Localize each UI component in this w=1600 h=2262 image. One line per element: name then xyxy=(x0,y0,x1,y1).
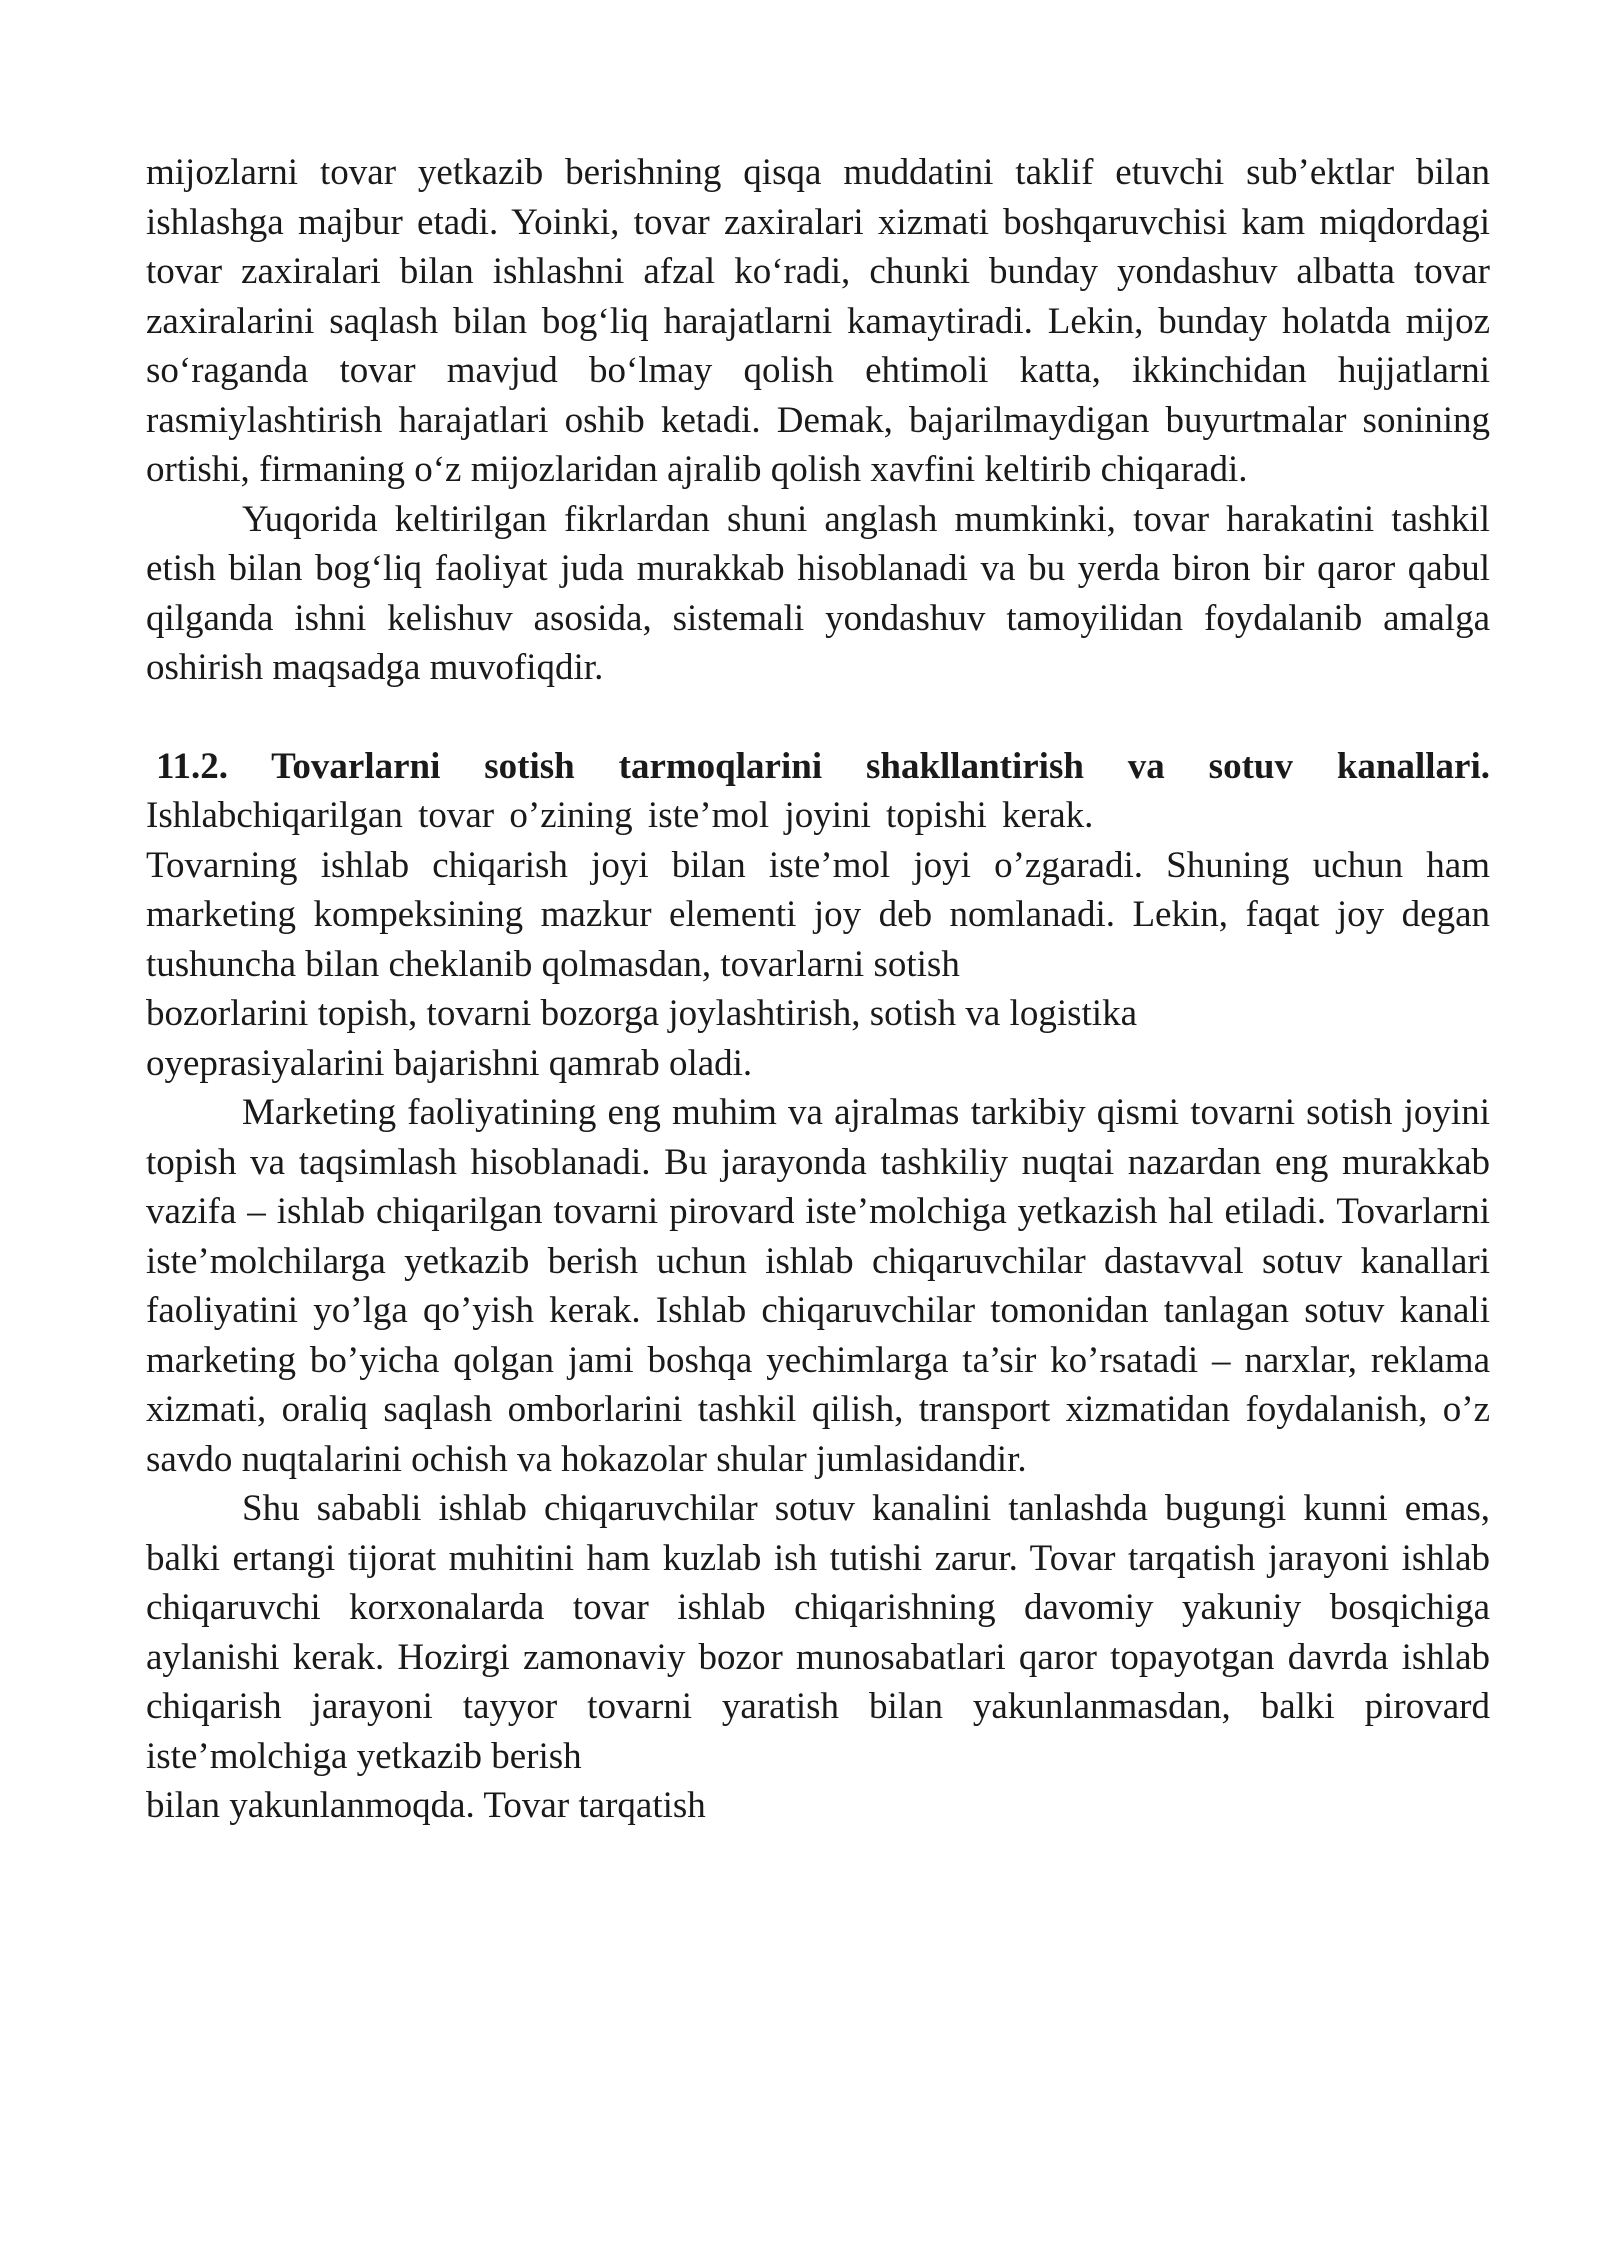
paragraph-distribution: Marketing faoliyatining eng muhim va ajralmas tarkibiy qismi tovarni sotish joyini topish va taqsimlash hisoblanadi. Bu jarayonda tashkiliy nuqtai nazardan eng murakkab vazifa – ishlab chiqarilgan tovarni pirovard iste’molchiga yetkazish hal etiladi. Tovarlarni iste’molchilarga yetkazib berish uchun ishlab chiqaruvchilar dastavval sotuv kanallari faoliyatini yo’lga qo’yish kerak. Ishlab chiqaruvchilar tomonidan tanlagan sotuv kanali marketing bo’yicha qolgan jami boshqa yechimlarga ta’sir ko’rsatadi – narxlar, reklama xizmati, oraliq saqlash omborlarini tashkil qilish, transport xizmatidan foydalanish, o’z savdo nuqtalarini ochish va hokazolar shular jumlasidandir. xyxy=(146,1092,1490,1480)
paragraph-channel-choice: Shu sababli ishlab chiqaruvchilar sotuv kanalini tanlashda bugungi kunni emas, balki ertangi tijorat muhitini ham kuzlab ish tutishi zarur. Tovar tarqatish jarayoni ishlab chiqaruvchi korxonalarda tovar ishlab chiqarishning davomiy yakuniy bosqichiga aylanishi kerak. Hozirgi zamonaviy bozor munosabatlari qaror topayotgan davrda ishlab chiqarish jarayoni tayyor tovarni yaratish bilan yakunlanmasdan, balki pirovard iste’molchiga yetkazib berish xyxy=(146,1488,1490,1777)
paragraph-place-definition: Tovarning ishlab chiqarish joyi bilan iste’mol joyi o’zgaradi. Shuning uchun ham marketing kompeksining mazkur elementi joy deb nomlanadi. Lekin, faqat joy degan tushuncha bilan cheklanib qolmasdan, tovarlarni sotish xyxy=(146,844,1490,985)
paragraph-continued: mijozlarni tovar yetkazib berishning qisqa muddatini taklif etuvchi sub’ektlar bilan ishlashga majbur etadi. Yoinki, tovar zaxiralari xizmati boshqaruvchisi kam miqdordagi tovar zaxiralari bilan ishlashni afzal ko‘radi, chunki bunday yondashuv albatta tovar zaxiralarini saqlash bilan bog‘liq harajatlarni kamaytiradi. Lekin, bunday holatda mijoz so‘raganda tovar mavjud bo‘lmay qolish ehtimoli katta, ikkinchidan hujjatlarni rasmiylashtirish harajatlari oshib ketadi. Demak, bajarilmaydigan buyurtmalar sonining ortishi, firmaning o‘z mijozlaridan ajralib qolish xavfini keltirib chiqaradi. xyxy=(146,152,1490,490)
section-heading: 11.2. Tovarlarni sotish tarmoqlarini shakllantirish va sotuv kanallari. xyxy=(156,745,1490,787)
paragraph-channel-choice-last-line: bilan yakunlanmoqda. Tovar tarqatish xyxy=(146,1785,706,1826)
document-page xyxy=(146,148,1490,1831)
paragraph-place-line-a: bozorlarini topish, tovarni bozorga joylashtirish, sotish va logistika xyxy=(146,993,1137,1034)
paragraph-conclusion: Yuqorida keltirilgan fikrlardan shuni anglash mumkinki, tovar harakatini tashkil etish bilan bog‘liq faoliyat juda murakkab hisoblanadi va bu yerda biron bir qaror qabul qilganda ishni kelishuv asosida, sistemali yondashuv tamoyilidan foydalanib amalga oshirish maqsadga muvofiqdir. xyxy=(146,498,1490,688)
paragraph-place-line-b: oyeprasiyalarini bajarishni qamrab oladi. xyxy=(146,1042,753,1084)
section-lead-line: Ishlabchiqarilgan tovar o’zining iste’mol joyini topishi kerak. xyxy=(146,795,1094,836)
